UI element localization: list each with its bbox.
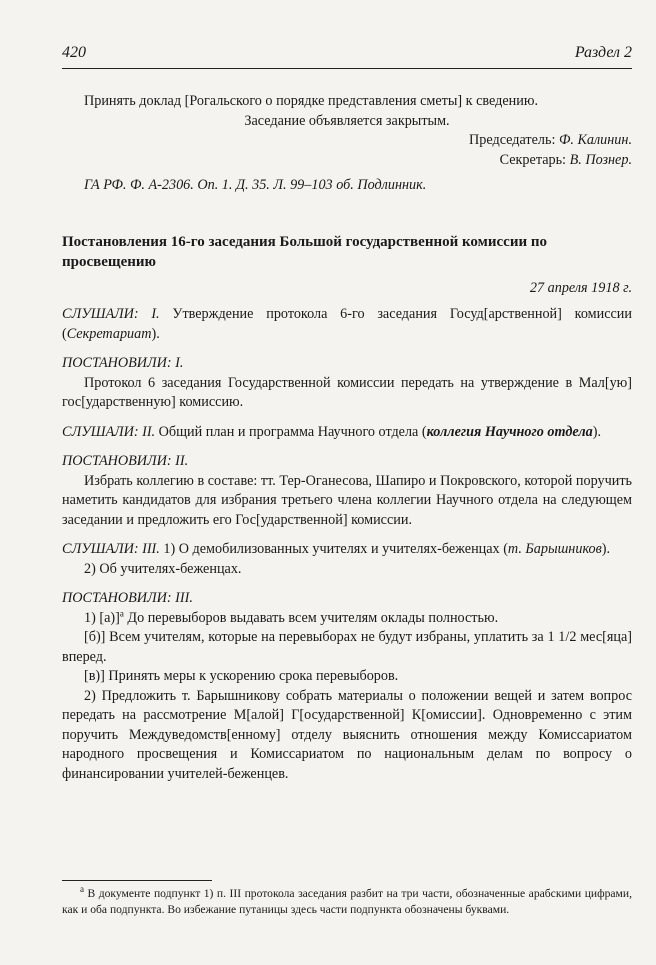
resolved-2-text: Избрать коллегию в составе: тт. Тер-Оганесова, Шапиро и Покровского, которой поручить наметить кандидатов для избрания третьего члена коллегии Научного отдела на следующем заседании и предложить его Гос[ударственной] комиссии. <box>62 472 632 528</box>
heard-1-label: СЛУШАЛИ: I. <box>62 306 160 322</box>
resolved-3-a-prefix: 1) [а)] <box>84 609 120 626</box>
resolved-3-b <box>62 628 632 667</box>
footnote-mark: а <box>80 884 84 895</box>
resolved-3-b-text: [б)] Всем учителям, которые на перевыборах не будут избраны, уплатить за 1 <box>84 629 559 645</box>
heard-1-text: Утверждение протокола 6-го заседания Госуд[арственной] комиссии ( <box>62 306 632 342</box>
resolved-3-a-text: До перевыборов выдавать всем учителям оклады полностью. <box>123 609 499 626</box>
resolved-3-item-2: 2) Предложить т. Барышникову собрать материалы о положении вещей и затем вопрос передать на рассмотрение М[алой] Г[осударственной] К[омиссии]. Одновременно с этим поручить Междуведомств[енному] отделу выяснить отношения между Комиссариатом народного просвещения и Комиссариатом по национальным делам по вопросу о финансировании учителей-беженцев. <box>62 687 632 782</box>
document-title: Постановления 16-го заседания Большой государственной комиссии по просвещению <box>62 233 548 270</box>
heard-3-text: 1) О демобилизованных учителях и учителях-беженцах ( <box>159 541 508 557</box>
heard-2-end: ). <box>592 423 601 440</box>
resolved-3-a <box>62 609 632 629</box>
archive-source: ГА РФ. Ф. А-2306. Оп. 1. Д. 35. Л. 99–103 об. Подлинник. <box>84 177 427 193</box>
heard-3-ref: т. Барышников <box>507 541 602 557</box>
footnote-divider <box>62 880 212 881</box>
intro-line-1: Принять доклад [Рогальского о порядке представления сметы] к сведению. <box>84 93 538 109</box>
intro-line-2: Заседание объявляется закрытым. <box>244 112 450 129</box>
resolved-1-text: Протокол 6 заседания Государственной комиссии передать на утверждение в Мал[ую] гос[ударственную] комиссию. <box>62 374 632 410</box>
heard-3 <box>62 540 632 560</box>
resolved-3-b-fraction: 1/2 <box>558 629 577 645</box>
heard-1-ref: Секретариат <box>66 325 152 342</box>
heard-2-label: СЛУШАЛИ: II. <box>62 423 156 440</box>
section-label: Раздел 2 <box>574 44 632 61</box>
resolved-2-label: ПОСТАНОВИЛИ: II. <box>62 453 189 469</box>
resolved-3-c: [в)] Принять меры к ускорению срока перевыборов. <box>84 668 399 684</box>
heard-2 <box>62 423 632 443</box>
secretary-name: В. Познер. <box>569 151 632 168</box>
resolved-3-b-end: мес[яца] вперед. <box>62 629 632 665</box>
heard-2-ref: коллегия Научного отдела <box>426 423 593 440</box>
footnote-text: В документе подпункт 1) п. III протокола заседания разбит на три части, обозначенные арабскими цифрами, как и оба подпункта. Во избежание путаницы здесь части подпункта обозначены буквами. <box>62 887 632 916</box>
heard-3-end: ). <box>601 541 611 557</box>
document-date: 27 апреля 1918 г. <box>529 279 632 296</box>
heard-1-end: ). <box>151 325 160 342</box>
footnote-ref: а <box>119 607 124 618</box>
page-body <box>62 92 632 784</box>
heard-3-label: СЛУШАЛИ: III. <box>62 541 160 557</box>
chairman-label: Председатель: <box>469 132 559 148</box>
resolved-1-label: ПОСТАНОВИЛИ: I. <box>62 355 184 371</box>
heard-3-item-2: 2) Об учителях-беженцах. <box>84 560 242 577</box>
page-header <box>62 40 632 69</box>
heard-1 <box>62 305 632 344</box>
heard-2-text: Общий план и программа Научного отдела ( <box>155 423 427 440</box>
secretary-line <box>62 151 632 171</box>
page-number: 420 <box>62 44 86 61</box>
footnote <box>62 886 632 917</box>
chairman-name: Ф. Калинин. <box>558 132 632 148</box>
chairman-line <box>62 131 632 151</box>
secretary-label: Секретарь: <box>499 151 570 168</box>
resolved-3-label: ПОСТАНОВИЛИ: III. <box>62 590 193 606</box>
